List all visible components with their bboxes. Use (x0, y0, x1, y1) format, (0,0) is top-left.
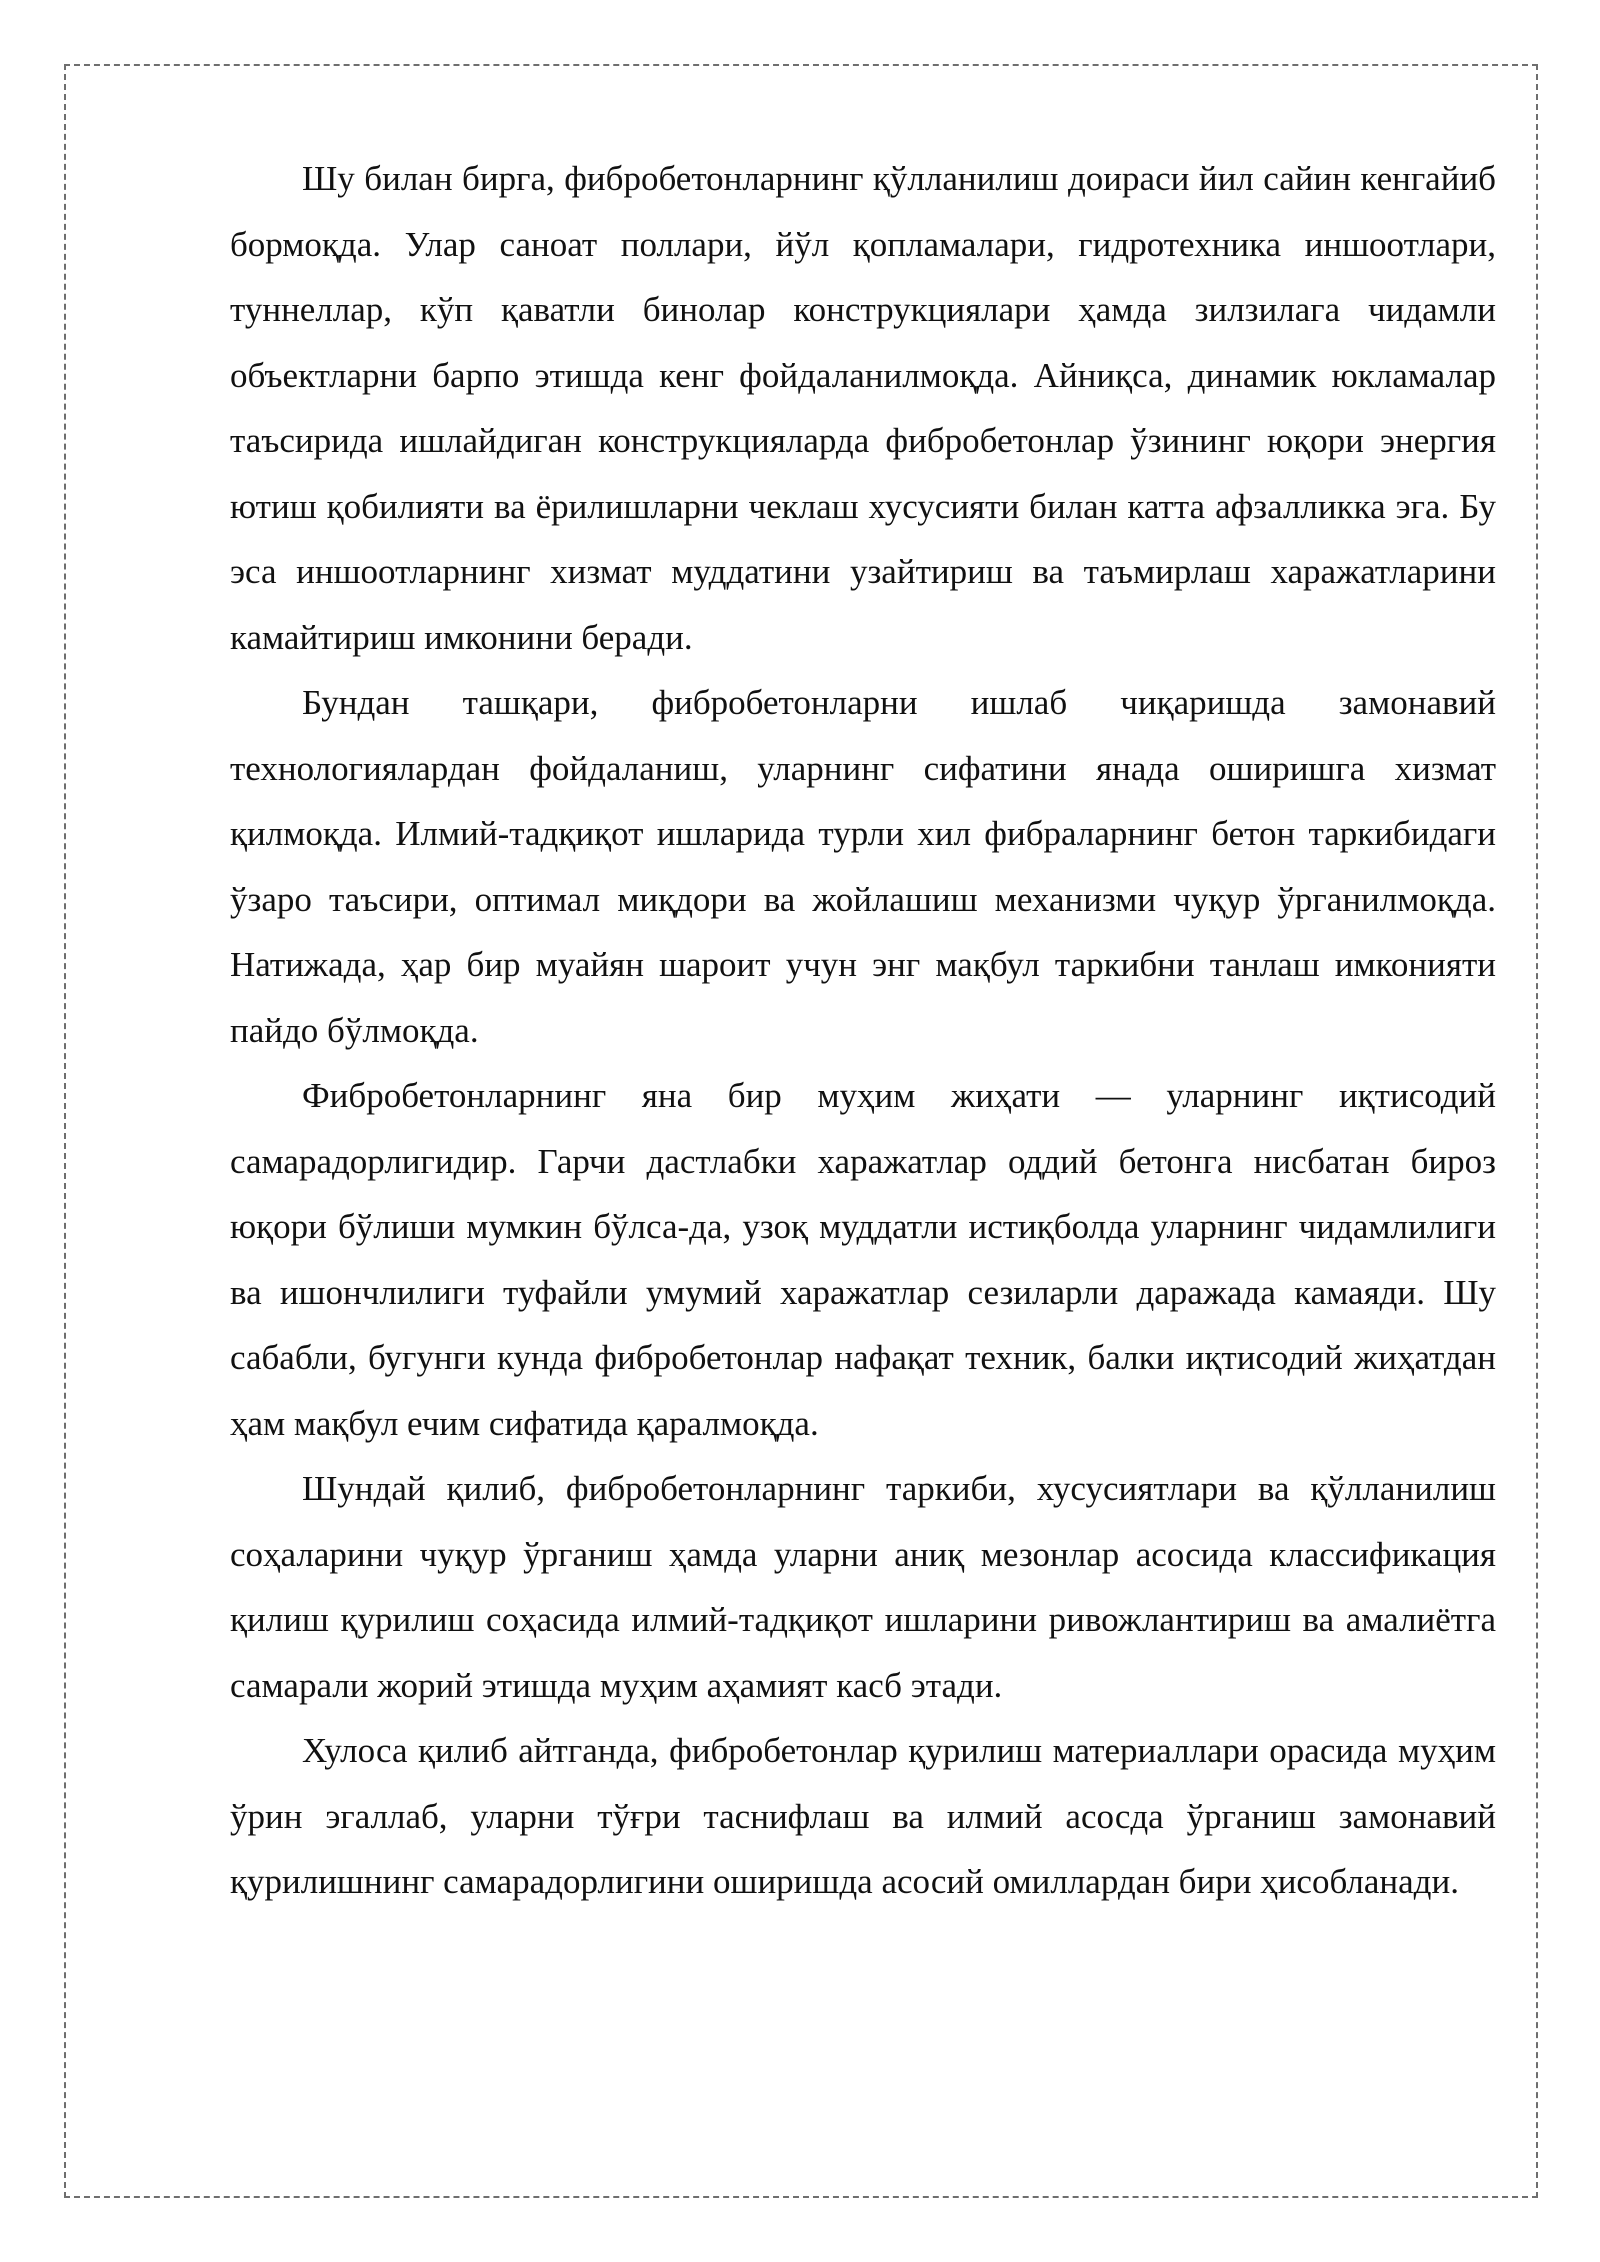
paragraph: Шу билан бирга, фибробетонларнинг қўлланилиш доираси йил сайин кенгайиб бормоқда. Улар саноат поллари, йўл қопламалари, гидротехника иншоотлари, туннеллар, кўп қаватли бинолар конструкциялари ҳамда зилзилага чидамли объектларни барпо этишда кенг фойдаланилмоқда. Айниқса, динамик юкламалар таъсирида ишлайдиган конструкцияларда фибробетонлар ўзининг юқори энергия ютиш қобилияти ва ёрилишларни чеклаш хусусияти билан катта афзалликка эга. Бу эса иншоотларнинг хизмат муддатини узайтириш ва таъмирлаш харажатларини камайтириш имконини беради. (230, 159, 1496, 657)
paragraph: Шундай қилиб, фибробетонларнинг таркиби, хусусиятлари ва қўлланилиш соҳаларини чуқур ўрганиш ҳамда уларни аниқ мезонлар асосида классификация қилиш қурилиш соҳасида илмий-тадқиқот ишларини ривожлантириш ва амалиётга самарали жорий этишда муҳим аҳамият касб этади. (230, 1469, 1496, 1705)
document-body (230, 146, 1496, 1915)
paragraph: Бундан ташқари, фибробетонларни ишлаб чиқаришда замонавий технологиялардан фойдаланиш, уларнинг сифатини янада оширишга хизмат қилмоқда. Илмий-тадқиқот ишларида турли хил фибраларнинг бетон таркибидаги ўзаро таъсири, оптимал миқдори ва жойлашиш механизми чуқур ўрганилмоқда. Натижада, ҳар бир муайян шароит учун энг мақбул таркибни танлаш имконияти пайдо бўлмоқда. (230, 683, 1496, 1050)
paragraph: Фибробетонларнинг яна бир муҳим жиҳати — уларнинг иқтисодий самарадорлигидир. Гарчи дастлабки харажатлар оддий бетонга нисбатан бироз юқори бўлиши мумкин бўлса-да, узоқ муддатли истиқболда уларнинг чидамлилиги ва ишончлилиги туфайли умумий харажатлар сезиларли даражада камаяди. Шу сабабли, бугунги кунда фибробетонлар нафақат техник, балки иқтисодий жиҳатдан ҳам мақбул ечим сифатида қаралмоқда. (230, 1076, 1496, 1443)
paragraph: Хулоса қилиб айтганда, фибробетонлар қурилиш материаллари орасида муҳим ўрин эгаллаб, уларни тўғри таснифлаш ва илмий асосда ўрганиш замонавий қурилишнинг самарадорлигини оширишда асосий омиллардан бири ҳисобланади. (230, 1731, 1496, 1901)
